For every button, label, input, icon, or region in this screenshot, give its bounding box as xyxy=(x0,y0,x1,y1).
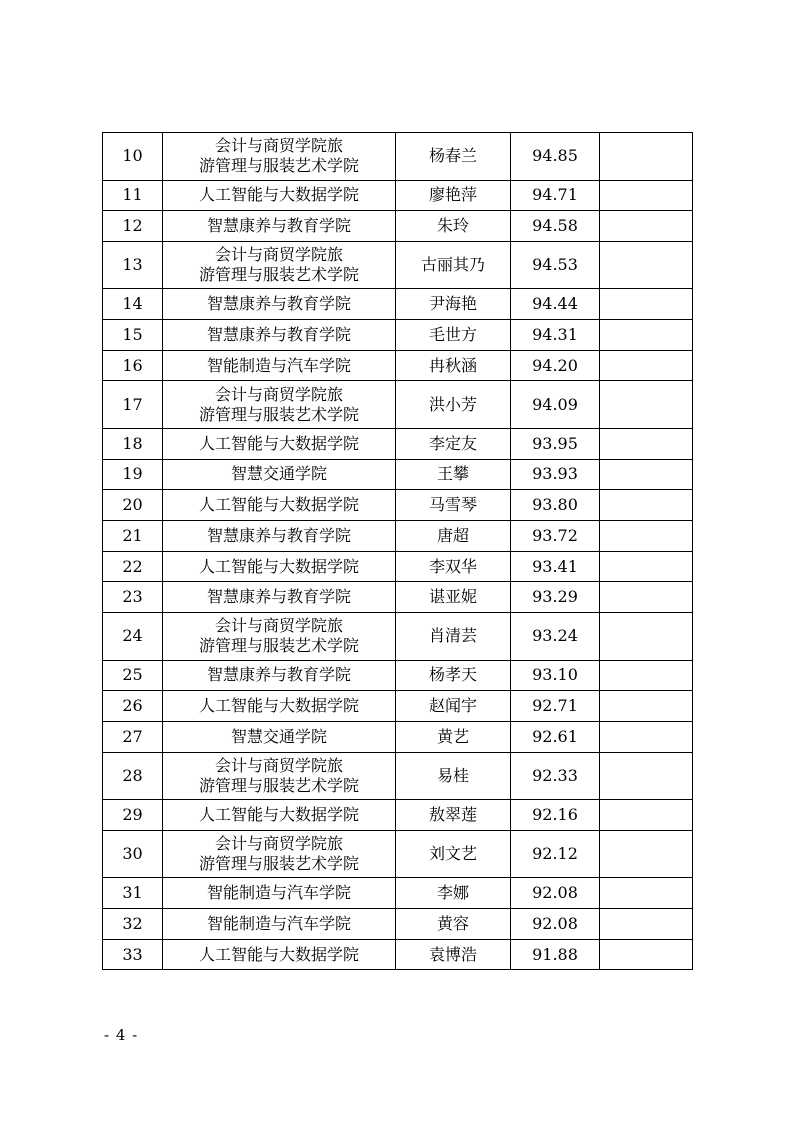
score-cell: 93.72 xyxy=(511,521,600,552)
name-cell: 李双华 xyxy=(396,551,511,582)
name-cell: 赵闻宇 xyxy=(396,691,511,722)
rank-cell: 17 xyxy=(103,381,163,429)
note-cell xyxy=(600,241,693,289)
note-cell xyxy=(600,211,693,242)
note-cell xyxy=(600,939,693,970)
score-cell: 93.93 xyxy=(511,459,600,490)
department-line: 人工智能与大数据学院 xyxy=(198,495,359,515)
table-row xyxy=(103,211,693,242)
department-line: 游管理与服装艺术学院 xyxy=(198,854,359,874)
ranking-table-body xyxy=(103,133,693,970)
rank-cell: 26 xyxy=(103,691,163,722)
note-cell xyxy=(600,830,693,878)
table-row xyxy=(103,133,693,181)
department-cell xyxy=(163,939,396,970)
note-cell xyxy=(600,691,693,722)
department-line: 会计与商贸学院旅 xyxy=(214,755,343,775)
table-row xyxy=(103,459,693,490)
rank-cell: 18 xyxy=(103,428,163,459)
department-line: 人工智能与大数据学院 xyxy=(198,556,359,576)
department-line: 智能制造与汽车学院 xyxy=(206,355,351,375)
note-cell xyxy=(600,428,693,459)
department-line: 人工智能与大数据学院 xyxy=(198,944,359,964)
rank-cell: 23 xyxy=(103,582,163,613)
department-cell xyxy=(163,490,396,521)
table-row xyxy=(103,490,693,521)
name-cell: 袁博浩 xyxy=(396,939,511,970)
note-cell xyxy=(600,350,693,381)
department-line: 智慧交通学院 xyxy=(230,726,327,746)
name-cell: 敖翠莲 xyxy=(396,800,511,831)
score-cell: 92.16 xyxy=(511,800,600,831)
department-line: 智慧康养与教育学院 xyxy=(206,324,351,344)
table-row xyxy=(103,381,693,429)
rank-cell: 14 xyxy=(103,289,163,320)
department-line: 人工智能与大数据学院 xyxy=(198,696,359,716)
score-cell: 92.08 xyxy=(511,909,600,940)
table-row xyxy=(103,350,693,381)
score-cell: 94.31 xyxy=(511,320,600,351)
department-line: 会计与商贸学院旅 xyxy=(214,245,343,265)
note-cell xyxy=(600,289,693,320)
table-row xyxy=(103,428,693,459)
table-row xyxy=(103,241,693,289)
department-line: 游管理与服装艺术学院 xyxy=(198,636,359,656)
rank-cell: 29 xyxy=(103,800,163,831)
note-cell xyxy=(600,381,693,429)
score-cell: 92.71 xyxy=(511,691,600,722)
rank-cell: 24 xyxy=(103,613,163,661)
department-cell xyxy=(163,800,396,831)
department-cell xyxy=(163,721,396,752)
score-cell: 93.24 xyxy=(511,613,600,661)
department-line: 会计与商贸学院旅 xyxy=(214,616,343,636)
department-line: 人工智能与大数据学院 xyxy=(198,433,359,453)
note-cell xyxy=(600,800,693,831)
name-cell: 毛世方 xyxy=(396,320,511,351)
table-row xyxy=(103,613,693,661)
score-cell: 94.44 xyxy=(511,289,600,320)
department-line: 游管理与服装艺术学院 xyxy=(198,156,359,176)
score-cell: 92.33 xyxy=(511,752,600,800)
department-line: 智慧康养与教育学院 xyxy=(206,665,351,685)
department-line: 游管理与服装艺术学院 xyxy=(198,404,359,424)
score-cell: 92.61 xyxy=(511,721,600,752)
note-cell xyxy=(600,909,693,940)
department-cell xyxy=(163,582,396,613)
rank-cell: 20 xyxy=(103,490,163,521)
note-cell xyxy=(600,721,693,752)
department-cell xyxy=(163,660,396,691)
note-cell xyxy=(600,180,693,211)
table-row xyxy=(103,909,693,940)
department-cell xyxy=(163,521,396,552)
name-cell: 肖清芸 xyxy=(396,613,511,661)
note-cell xyxy=(600,752,693,800)
table-row xyxy=(103,521,693,552)
department-line: 智能制造与汽车学院 xyxy=(206,913,351,933)
name-cell: 冉秋涵 xyxy=(396,350,511,381)
rank-cell: 12 xyxy=(103,211,163,242)
name-cell: 黄艺 xyxy=(396,721,511,752)
department-line: 会计与商贸学院旅 xyxy=(214,834,343,854)
table-row xyxy=(103,691,693,722)
rank-cell: 16 xyxy=(103,350,163,381)
note-cell xyxy=(600,490,693,521)
score-cell: 94.53 xyxy=(511,241,600,289)
department-cell xyxy=(163,211,396,242)
score-cell: 91.88 xyxy=(511,939,600,970)
page-number: - 4 - xyxy=(104,1026,139,1044)
department-cell xyxy=(163,320,396,351)
rank-cell: 22 xyxy=(103,551,163,582)
rank-cell: 28 xyxy=(103,752,163,800)
department-line: 人工智能与大数据学院 xyxy=(198,185,359,205)
name-cell: 李定友 xyxy=(396,428,511,459)
name-cell: 易桂 xyxy=(396,752,511,800)
name-cell: 朱玲 xyxy=(396,211,511,242)
rank-cell: 13 xyxy=(103,241,163,289)
department-line: 会计与商贸学院旅 xyxy=(214,384,343,404)
department-cell xyxy=(163,180,396,211)
name-cell: 王攀 xyxy=(396,459,511,490)
score-cell: 92.08 xyxy=(511,878,600,909)
rank-cell: 11 xyxy=(103,180,163,211)
department-cell xyxy=(163,878,396,909)
score-cell: 94.09 xyxy=(511,381,600,429)
department-cell xyxy=(163,551,396,582)
department-line: 游管理与服装艺术学院 xyxy=(198,775,359,795)
department-cell xyxy=(163,909,396,940)
score-cell: 93.29 xyxy=(511,582,600,613)
note-cell xyxy=(600,521,693,552)
table-row xyxy=(103,830,693,878)
rank-cell: 19 xyxy=(103,459,163,490)
note-cell xyxy=(600,551,693,582)
note-cell xyxy=(600,613,693,661)
department-line: 智能制造与汽车学院 xyxy=(206,883,351,903)
department-cell xyxy=(163,381,396,429)
rank-cell: 10 xyxy=(103,133,163,181)
department-line: 智慧交通学院 xyxy=(230,464,327,484)
name-cell: 洪小芳 xyxy=(396,381,511,429)
name-cell: 黄容 xyxy=(396,909,511,940)
score-cell: 93.80 xyxy=(511,490,600,521)
table-row xyxy=(103,800,693,831)
department-cell xyxy=(163,691,396,722)
name-cell: 唐超 xyxy=(396,521,511,552)
department-line: 智慧康养与教育学院 xyxy=(206,525,351,545)
score-cell: 94.71 xyxy=(511,180,600,211)
score-cell: 94.85 xyxy=(511,133,600,181)
note-cell xyxy=(600,582,693,613)
rank-cell: 21 xyxy=(103,521,163,552)
name-cell: 杨孝天 xyxy=(396,660,511,691)
rank-cell: 33 xyxy=(103,939,163,970)
rank-cell: 15 xyxy=(103,320,163,351)
note-cell xyxy=(600,660,693,691)
table-row xyxy=(103,660,693,691)
department-line: 智慧康养与教育学院 xyxy=(206,216,351,236)
rank-cell: 32 xyxy=(103,909,163,940)
score-cell: 94.58 xyxy=(511,211,600,242)
table-row xyxy=(103,289,693,320)
table-row xyxy=(103,582,693,613)
note-cell xyxy=(600,320,693,351)
table-row xyxy=(103,180,693,211)
department-cell xyxy=(163,289,396,320)
department-cell xyxy=(163,752,396,800)
name-cell: 杨春兰 xyxy=(396,133,511,181)
note-cell xyxy=(600,878,693,909)
department-cell xyxy=(163,830,396,878)
name-cell: 古丽其乃 xyxy=(396,241,511,289)
name-cell: 谌亚妮 xyxy=(396,582,511,613)
score-cell: 93.10 xyxy=(511,660,600,691)
department-line: 人工智能与大数据学院 xyxy=(198,804,359,824)
department-cell xyxy=(163,350,396,381)
department-line: 游管理与服装艺术学院 xyxy=(198,265,359,285)
score-cell: 93.95 xyxy=(511,428,600,459)
name-cell: 尹海艳 xyxy=(396,289,511,320)
table-row xyxy=(103,721,693,752)
name-cell: 李娜 xyxy=(396,878,511,909)
department-line: 会计与商贸学院旅 xyxy=(214,136,343,156)
name-cell: 廖艳萍 xyxy=(396,180,511,211)
department-line: 智慧康养与教育学院 xyxy=(206,587,351,607)
score-cell: 93.41 xyxy=(511,551,600,582)
rank-cell: 25 xyxy=(103,660,163,691)
score-cell: 94.20 xyxy=(511,350,600,381)
table-row xyxy=(103,320,693,351)
note-cell xyxy=(600,459,693,490)
table-row xyxy=(103,551,693,582)
department-cell xyxy=(163,613,396,661)
score-cell: 92.12 xyxy=(511,830,600,878)
name-cell: 马雪琴 xyxy=(396,490,511,521)
department-cell xyxy=(163,459,396,490)
rank-cell: 27 xyxy=(103,721,163,752)
rank-cell: 30 xyxy=(103,830,163,878)
department-line: 智慧康养与教育学院 xyxy=(206,294,351,314)
name-cell: 刘文艺 xyxy=(396,830,511,878)
table-row xyxy=(103,752,693,800)
rank-cell: 31 xyxy=(103,878,163,909)
table-row xyxy=(103,878,693,909)
department-cell xyxy=(163,133,396,181)
department-cell xyxy=(163,428,396,459)
table-row xyxy=(103,939,693,970)
department-cell xyxy=(163,241,396,289)
note-cell xyxy=(600,133,693,181)
ranking-table xyxy=(102,132,693,970)
